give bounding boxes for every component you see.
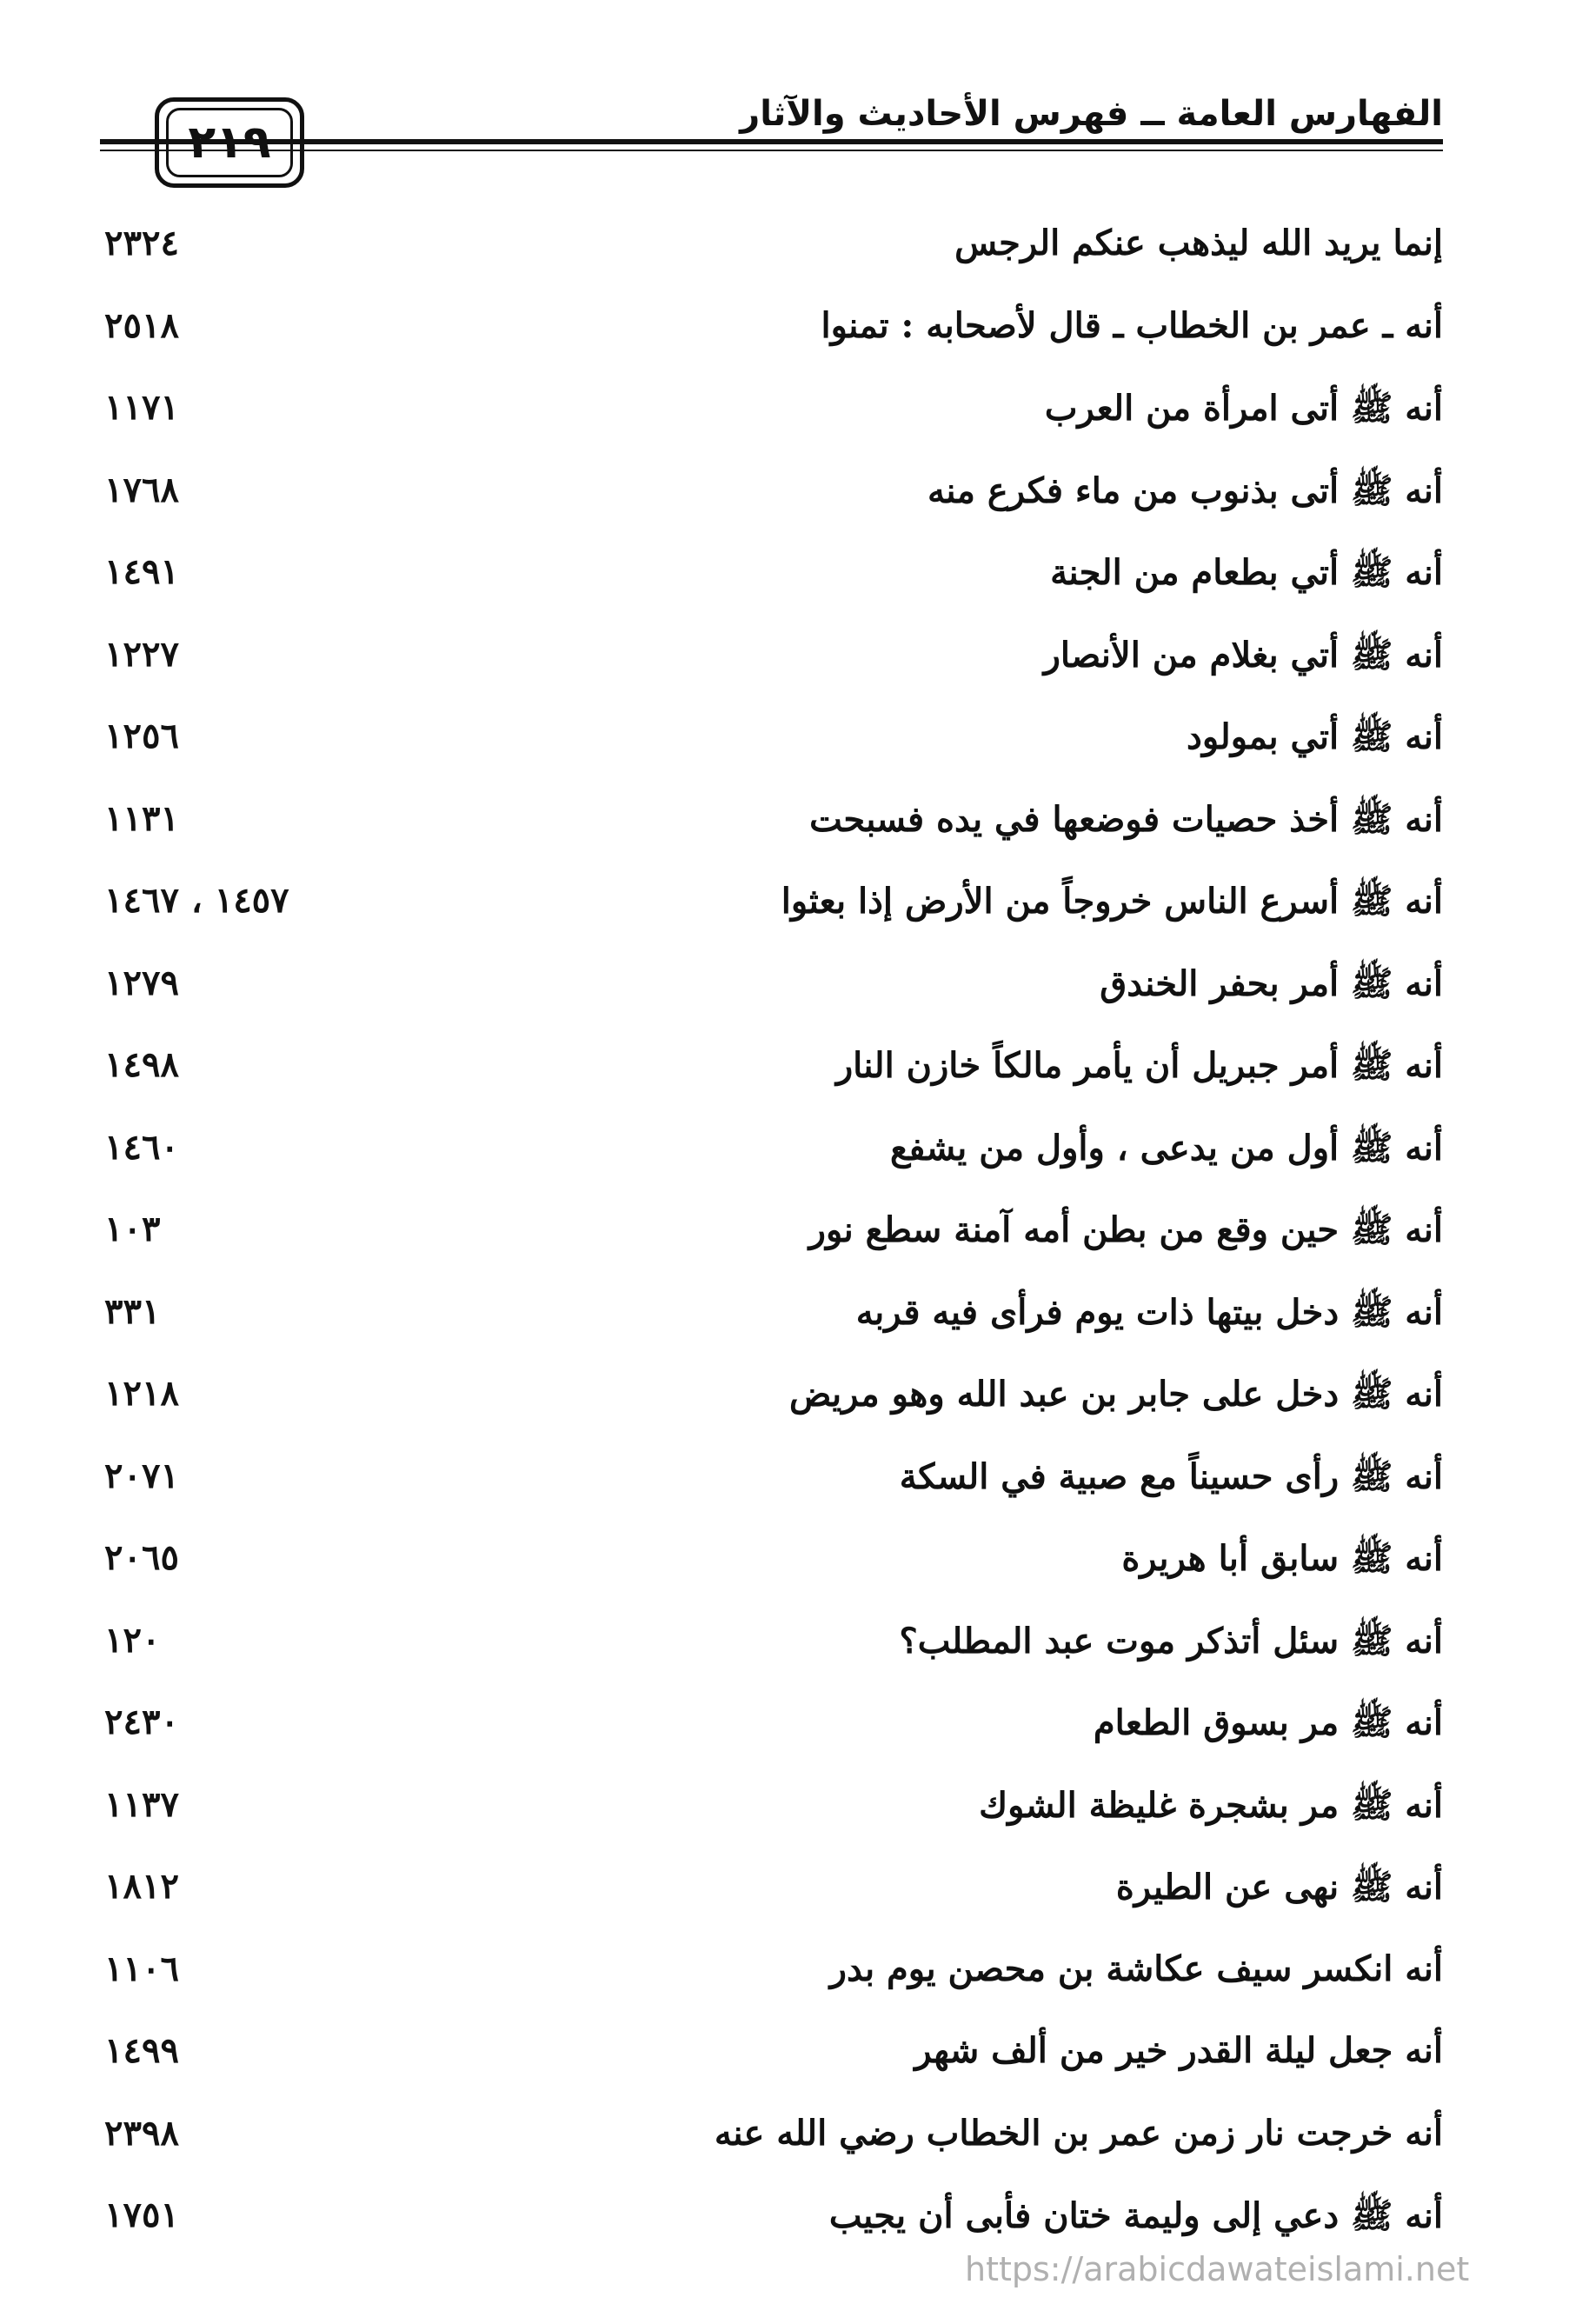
entry-text: أنه ﷺ سئل أتذكر موت عبد المطلب؟	[899, 1620, 1443, 1661]
index-entry	[0, 620, 1569, 703]
entry-ref: ٢٤٣٠	[104, 1701, 179, 1742]
entry-text: أنه ﷺ أتى امرأة من العرب	[1044, 388, 1443, 429]
index-entry	[0, 2016, 1569, 2099]
entry-ref: ١١٠٦	[104, 1948, 179, 1989]
index-entry	[0, 1195, 1569, 1277]
index-entry	[0, 1688, 1569, 1770]
entry-ref: ١٤٩٨	[104, 1044, 179, 1085]
index-entry	[0, 1852, 1569, 1934]
entry-text: أنه ﷺ أتي بغلام من الأنصار	[1043, 634, 1443, 676]
entry-ref: ٢٠٦٥	[104, 1537, 179, 1578]
index-entry	[0, 456, 1569, 538]
entry-ref: ٣٣١	[104, 1290, 161, 1332]
entry-ref: ١٢١٨	[104, 1373, 179, 1414]
index-entry	[0, 1113, 1569, 1195]
entry-ref: ١٨١٢	[104, 1866, 179, 1907]
entry-text: أنه ﷺ أتي بمولود	[1187, 716, 1443, 757]
index-entry	[0, 1770, 1569, 1853]
entry-ref: ١٢٥٦	[104, 716, 179, 756]
entry-ref: ١٢٧٩	[104, 962, 179, 1003]
entry-ref: ١٤٥٧ ، ١٤٦٧	[104, 880, 289, 921]
entry-text: أنه ﷺ أمر جبريل أن يأمر مالكاً خازن النار	[835, 1045, 1443, 1086]
entry-ref: ١١٣٧	[104, 1783, 179, 1825]
entry-ref: ١١٧١	[104, 387, 179, 428]
watermark-url: https://arabicdawateislami.net	[965, 2250, 1470, 2288]
index-entry	[0, 1277, 1569, 1360]
entry-ref: ١٢٢٧	[104, 633, 179, 675]
index-entry	[0, 866, 1569, 949]
entry-text: أنه ﷺ رأى حسيناً مع صبية في السكة	[899, 1455, 1443, 1497]
entry-ref: ١٧٦٨	[104, 469, 179, 510]
entry-text: أنه ﷺ أتي بطعام من الجنة	[1050, 552, 1443, 593]
entry-text: أنه ﷺ سابق أبا هريرة	[1121, 1538, 1443, 1579]
index-entry	[0, 949, 1569, 1031]
entry-text: أنه انكسر سيف عكاشة بن محصن يوم بدر	[829, 1948, 1443, 1989]
entry-ref: ١٤٩٩	[104, 2030, 179, 2071]
index-entry	[0, 1934, 1569, 2017]
entry-text: أنه ﷺ دعي إلى وليمة ختان فأبى أن يجيب	[828, 2195, 1443, 2236]
entry-ref: ٢٣٩٨	[104, 2112, 179, 2154]
entry-ref: ١٧٥١	[104, 2194, 179, 2235]
index-entry	[0, 784, 1569, 867]
entry-text: أنه ﷺ مر بشجرة غليظة الشوك	[979, 1784, 1443, 1826]
entry-text: أنه ﷺ مر بسوق الطعام	[1093, 1702, 1443, 1743]
page-number-box	[155, 97, 304, 188]
entry-text: أنه خرجت نار زمن عمر بن الخطاب رضي الله عنه	[714, 2112, 1443, 2154]
page-header	[0, 0, 1569, 200]
entry-text: أنه جعل ليلة القدر خير من ألف شهر	[914, 2030, 1443, 2071]
index-entry	[0, 291, 1569, 374]
entry-text: أنه ﷺ حين وقع من بطن أمه آمنة سطع نور	[808, 1209, 1443, 1250]
entry-text: أنه ﷺ أتى بذنوب من ماء فكرع منه	[927, 469, 1443, 511]
hadith-index-list	[0, 209, 1569, 2263]
entry-ref: ١٢٠	[104, 1619, 161, 1661]
entry-ref: ١٤٦٠	[104, 1126, 179, 1168]
entry-text: أنه ـ عمر بن الخطاب ـ قال لأصحابه : تمنوا	[821, 304, 1443, 346]
index-entry	[0, 1030, 1569, 1113]
entry-text: أنه ﷺ أخذ حصيات فوضعها في يده فسبحت	[809, 798, 1443, 840]
entry-text: أنه ﷺ دخل على جابر بن عبد الله وهو مريض	[789, 1374, 1443, 1415]
entry-text: أنه ﷺ أمر بحفر الخندق	[1100, 962, 1443, 1004]
page-number: ٢١٩	[166, 108, 293, 177]
entry-text: أنه ﷺ نهى عن الطيرة	[1115, 1867, 1443, 1908]
index-entry	[0, 537, 1569, 620]
entry-ref: ١١٣١	[104, 797, 179, 839]
index-entry	[0, 2099, 1569, 2181]
entry-ref: ٢٥١٨	[104, 304, 179, 346]
entry-ref: ٢٠٧١	[104, 1455, 179, 1496]
entry-text: أنه ﷺ أول من يدعى ، وأول من يشفع	[889, 1127, 1443, 1169]
index-entry	[0, 373, 1569, 456]
entry-text: أنه ﷺ أسرع الناس خروجاً من الأرض إذا بعثوا	[781, 881, 1443, 922]
index-entry	[0, 209, 1569, 291]
entry-ref: ١٤٩١	[104, 551, 179, 592]
entry-ref: ١٠٣	[104, 1209, 161, 1249]
index-entry	[0, 1359, 1569, 1442]
index-entry	[0, 1606, 1569, 1688]
index-entry	[0, 1523, 1569, 1606]
index-entry	[0, 1442, 1569, 1524]
index-entry	[0, 702, 1569, 784]
entry-text: إنما يريد الله ليذهب عنكم الرجس	[954, 223, 1443, 263]
running-title: الفهارس العامة ــ فهرس الأحاديث والآثار	[740, 94, 1443, 134]
entry-ref: ٢٣٢٤	[104, 223, 179, 263]
entry-text: أنه ﷺ دخل بيتها ذات يوم فرأى فيه قربه	[855, 1291, 1443, 1333]
